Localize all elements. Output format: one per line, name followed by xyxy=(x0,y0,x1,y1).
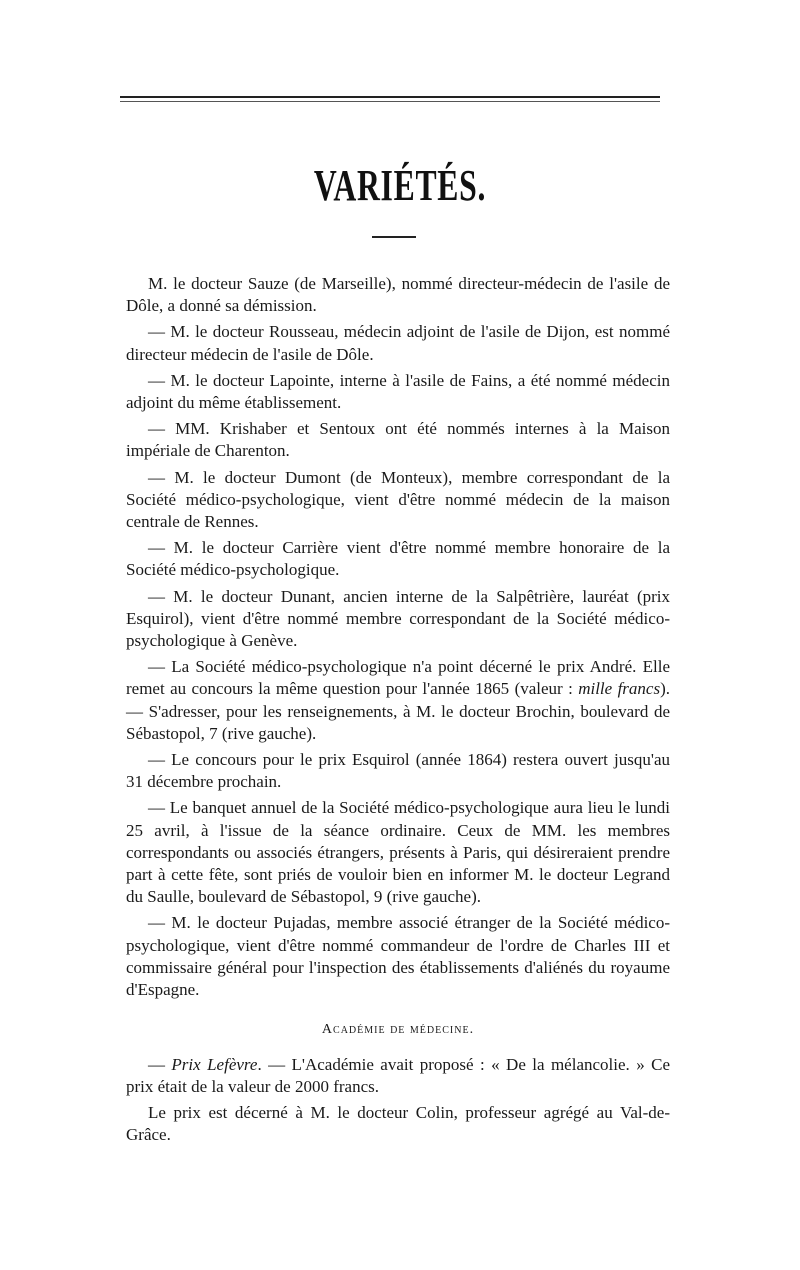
paragraph-krishaber: — MM. Krishaber et Sentoux ont été nommés internes à la Maison impériale de Charenton. xyxy=(126,419,670,461)
paragraph-banquet: — Le banquet annuel de la Société médico-psychologique aura lieu le lundi 25 avril, à l'issue de la séance ordinaire. Ceux de MM. les membres correspondants ou associés étrangers, présents à Paris, qui désireraient prendre part à cette fête, sont priés de vouloir bien en informer M. le docteur Legrand du Saulle, boulevard de Sébastopol, 9 (rive gauche). xyxy=(126,798,670,907)
section-heading-academie: Académie de médecine. xyxy=(321,1022,475,1038)
paragraph-prix-andre xyxy=(126,656,670,745)
prix-andre-value: mille francs xyxy=(578,679,661,699)
paragraph-dunant: — M. le docteur Dunant, ancien interne de la Salpêtrière, lauréat (prix Esquirol), vient d'être nommé membre correspondant de la Société médico-psychologique à Genève. xyxy=(126,586,670,651)
paragraph-colin: Le prix est décerné à M. le docteur Colin, professeur agrégé au Val-de-Grâce. xyxy=(126,1102,670,1145)
prix-lefevre-dash: — xyxy=(148,1054,172,1074)
prix-lefevre-text: . — L'Académie avait proposé : « De la mélancolie. » Ce prix était de la valeur de 2000 francs. xyxy=(126,1054,670,1096)
prix-andre-text-2: ). — S'adresser, pour les renseignements, à M. le docteur Brochin, boulevard de Sébastopol, 7 (rive gauche). xyxy=(126,679,671,743)
paragraph-rousseau: — M. le docteur Rousseau, médecin adjoint de l'asile de Dijon, est nommé directeur médecin de l'asile de Dôle. xyxy=(126,322,670,364)
paragraph-pujadas: — M. le docteur Pujadas, membre associé étranger de la Société médico-psychologique, vient d'être nommé commandeur de l'ordre de Charles III et commissaire général pour l'inspection des établissements d'aliénés du royaume d'Espagne. xyxy=(126,913,670,1000)
page-title: VARIÉTÉS. xyxy=(313,161,487,210)
paragraph-prix-esquirol: — Le concours pour le prix Esquirol (année 1864) restera ouvert jusqu'au 31 décembre prochain. xyxy=(126,750,670,792)
paragraph-dumont: — M. le docteur Dumont (de Monteux), membre correspondant de la Société médico-psychologique, vient d'être nommé médecin de la maison centrale de Rennes. xyxy=(126,467,670,532)
article-body xyxy=(126,273,670,1150)
paragraph-carriere: — M. le docteur Carrière vient d'être nommé membre honoraire de la Société médico-psychologique. xyxy=(126,538,670,580)
title-divider xyxy=(372,236,416,238)
top-rule xyxy=(120,96,660,98)
top-rule-thin xyxy=(120,101,660,102)
prix-lefevre-name: Prix Lefèvre xyxy=(171,1054,258,1074)
paragraph-prix-lefevre xyxy=(126,1054,670,1098)
paragraph-lapointe: — M. le docteur Lapointe, interne à l'asile de Fains, a été nommé médecin adjoint du même établissement. xyxy=(126,370,670,413)
prix-andre-text-1: — La Société médico-psychologique n'a point décerné le prix André. Elle remet au concours la même question pour l'année 1865 (valeur : xyxy=(126,657,670,699)
paragraph-sauze: M. le docteur Sauze (de Marseille), nommé directeur-médecin de l'asile de Dôle, a donné sa démission. xyxy=(126,274,670,316)
